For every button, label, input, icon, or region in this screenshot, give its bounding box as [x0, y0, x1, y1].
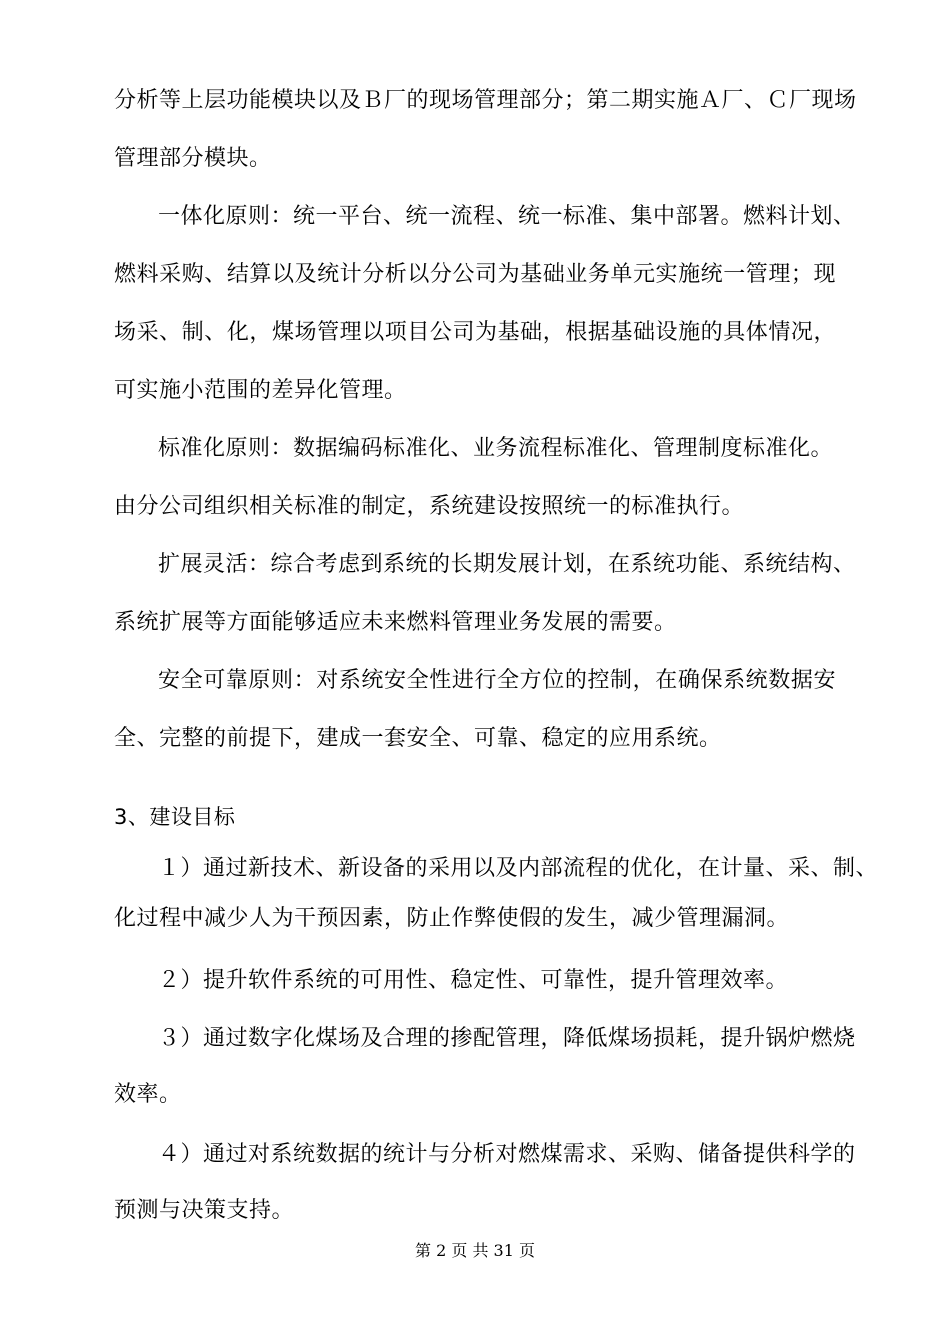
text-line: 由分公司组织相关标准的制定，系统建设按照统一的标准执行。 [114, 494, 745, 519]
text-line: 效率。 [114, 1082, 182, 1107]
goal-item-2: ２）提升软件系统的可用性、稳定性、可靠性，提升管理效率。 [158, 968, 789, 993]
text-line: 分析等上层功能模块以及Ｂ厂的现场管理部分；第二期实施Ａ厂、Ｃ厂现场 [114, 88, 857, 113]
paragraph-standardization-principle: 标准化原则：数据编码标准化、业务流程标准化、管理制度标准化。 [158, 436, 834, 461]
text-line: 预测与决策支持。 [114, 1198, 295, 1223]
paragraph-integration-principle: 一体化原则：统一平台、统一流程、统一标准、集中部署。燃料计划、 [158, 204, 856, 229]
paragraph-flexible-extension: 扩展灵活：综合考虑到系统的长期发展计划，在系统功能、系统结构、 [158, 552, 856, 577]
text-line: 可实施小范围的差异化管理。 [114, 378, 407, 403]
section-heading-construction-goals: 3、建设目标 [114, 805, 236, 829]
text-line: 场采、制、化，煤场管理以项目公司为基础，根据基础设施的具体情况， [114, 320, 836, 345]
text-line: 化过程中减少人为干预因素，防止作弊使假的发生，减少管理漏洞。 [114, 906, 790, 931]
goal-item-4: ４）通过对系统数据的统计与分析对燃煤需求、采购、储备提供科学的 [158, 1142, 856, 1167]
text-line: 管理部分模块。 [114, 146, 272, 171]
text-line: 燃料采购、结算以及统计分析以分公司为基础业务单元实施统一管理；现 [114, 262, 836, 287]
text-line: 系统扩展等方面能够适应未来燃料管理业务发展的需要。 [114, 610, 677, 635]
paragraph-security-reliability: 安全可靠原则：对系统安全性进行全方位的控制，在确保系统数据安 [158, 668, 836, 693]
goal-item-3: ３）通过数字化煤场及合理的掺配管理，降低煤场损耗，提升锅炉燃烧 [158, 1026, 856, 1051]
text-line: 全、完整的前提下，建成一套安全、可靠、稳定的应用系统。 [114, 726, 722, 751]
goal-item-1: １）通过新技术、新设备的采用以及内部流程的优化，在计量、采、制、 [158, 856, 879, 881]
page-number-footer: 第 2 页 共 31 页 [415, 1241, 535, 1260]
